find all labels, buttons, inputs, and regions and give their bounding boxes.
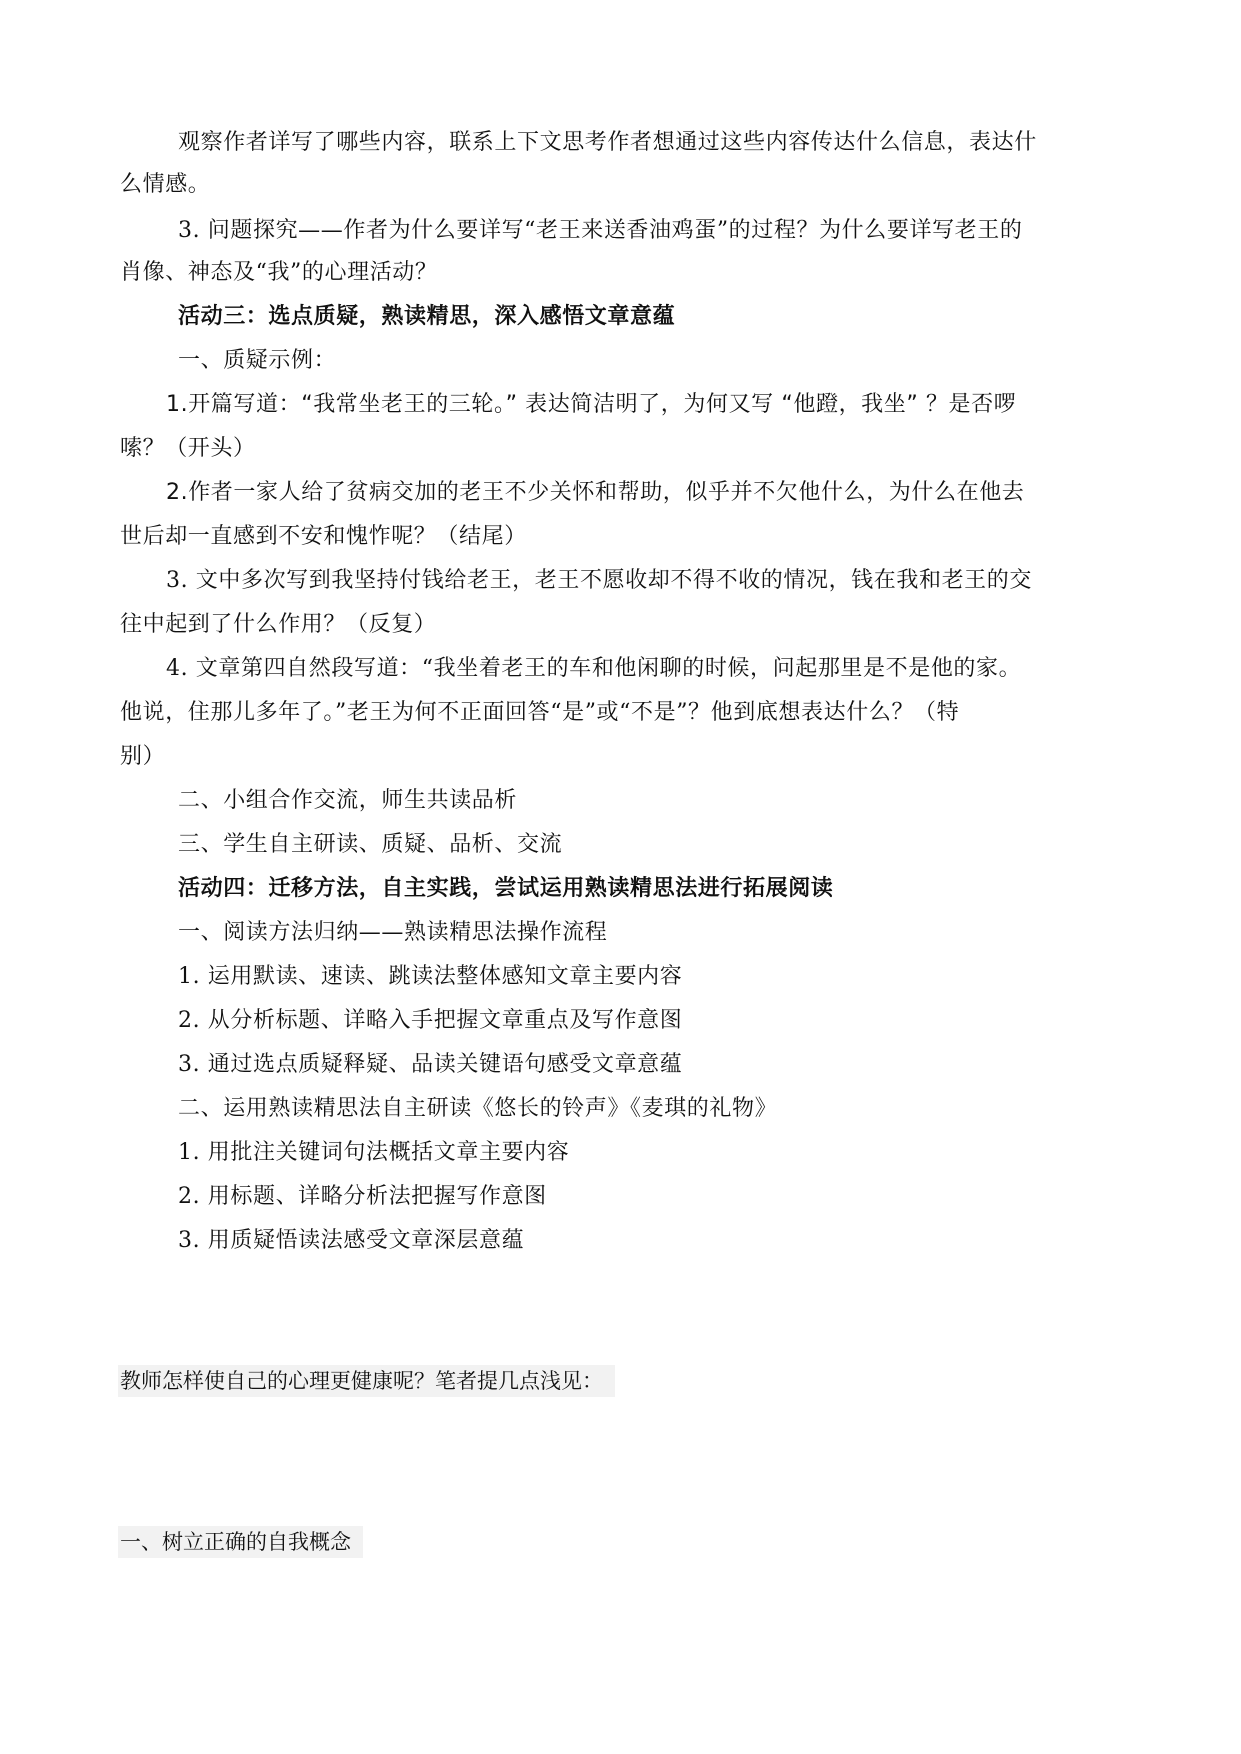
section-heading: 二、小组合作交流，师生共读品析 bbox=[178, 788, 518, 813]
paragraph-line: 别） bbox=[120, 744, 166, 769]
paragraph-line: 3. 文中多次写到我坚持付钱给老王，老王不愿收却不得不收的情况，钱在我和老王的交 bbox=[166, 568, 1032, 593]
highlighted-heading: 一、树立正确的自我概念 bbox=[118, 1526, 363, 1558]
paragraph-line: 2.作者一家人给了贫病交加的老王不少关怀和帮助，似乎并不欠他什么，为什么在他去 bbox=[166, 480, 1025, 505]
activity-heading: 活动三：选点质疑，熟读精思，深入感悟文章意蕴 bbox=[178, 304, 676, 329]
highlighted-question: 教师怎样使自己的心理更健康呢？笔者提几点浅见： bbox=[118, 1365, 615, 1397]
paragraph-line: 往中起到了什么作用？（反复） bbox=[120, 612, 437, 637]
section-heading: 一、阅读方法归纳——熟读精思法操作流程 bbox=[178, 920, 608, 945]
list-item: 3. 通过选点质疑释疑、品读关键语句感受文章意蕴 bbox=[178, 1052, 683, 1077]
paragraph-line: 世后却一直感到不安和愧怍呢？（结尾） bbox=[120, 524, 527, 549]
section-heading: 三、学生自主研读、质疑、品析、交流 bbox=[178, 832, 563, 857]
section-heading: 二、运用熟读精思法自主研读《悠长的铃声》《麦琪的礼物》 bbox=[178, 1096, 778, 1121]
paragraph-line: 么情感。 bbox=[120, 172, 211, 197]
paragraph-line: 他说，住那儿多年了。”老王为何不正面回答“是”或“不是”？他到底想表达什么？（特 bbox=[120, 700, 960, 725]
paragraph-line: 4. 文章第四自然段写道：“我坐着老王的车和他闲聊的时候，问起那里是不是他的家。 bbox=[166, 656, 1022, 681]
paragraph-line: 肖像、神态及“我”的心理活动？ bbox=[120, 260, 438, 285]
activity-heading: 活动四：迁移方法，自主实践，尝试运用熟读精思法进行拓展阅读 bbox=[178, 876, 834, 901]
paragraph-line: 1.开篇写道：“我常坐老王的三轮。” 表达简洁明了，为何又写 “他蹬，我坐” ？是否啰 bbox=[166, 392, 1017, 417]
list-item: 2. 用标题、详略分析法把握写作意图 bbox=[178, 1184, 547, 1209]
paragraph-line: 观察作者详写了哪些内容，联系上下文思考作者想通过这些内容传达什么信息，表达什 bbox=[178, 130, 1037, 155]
list-item: 1. 用批注关键词句法概括文章主要内容 bbox=[178, 1140, 570, 1165]
list-item: 1. 运用默读、速读、跳读法整体感知文章主要内容 bbox=[178, 964, 683, 989]
list-item: 3. 用质疑悟读法感受文章深层意蕴 bbox=[178, 1228, 525, 1253]
section-heading: 一、质疑示例： bbox=[178, 348, 337, 373]
list-item: 2. 从分析标题、详略入手把握文章重点及写作意图 bbox=[178, 1008, 683, 1033]
paragraph-line: 嗦？（开头） bbox=[120, 436, 256, 461]
paragraph-line: 3. 问题探究——作者为什么要详写“老王来送香油鸡蛋”的过程？为什么要详写老王的 bbox=[178, 218, 1023, 243]
